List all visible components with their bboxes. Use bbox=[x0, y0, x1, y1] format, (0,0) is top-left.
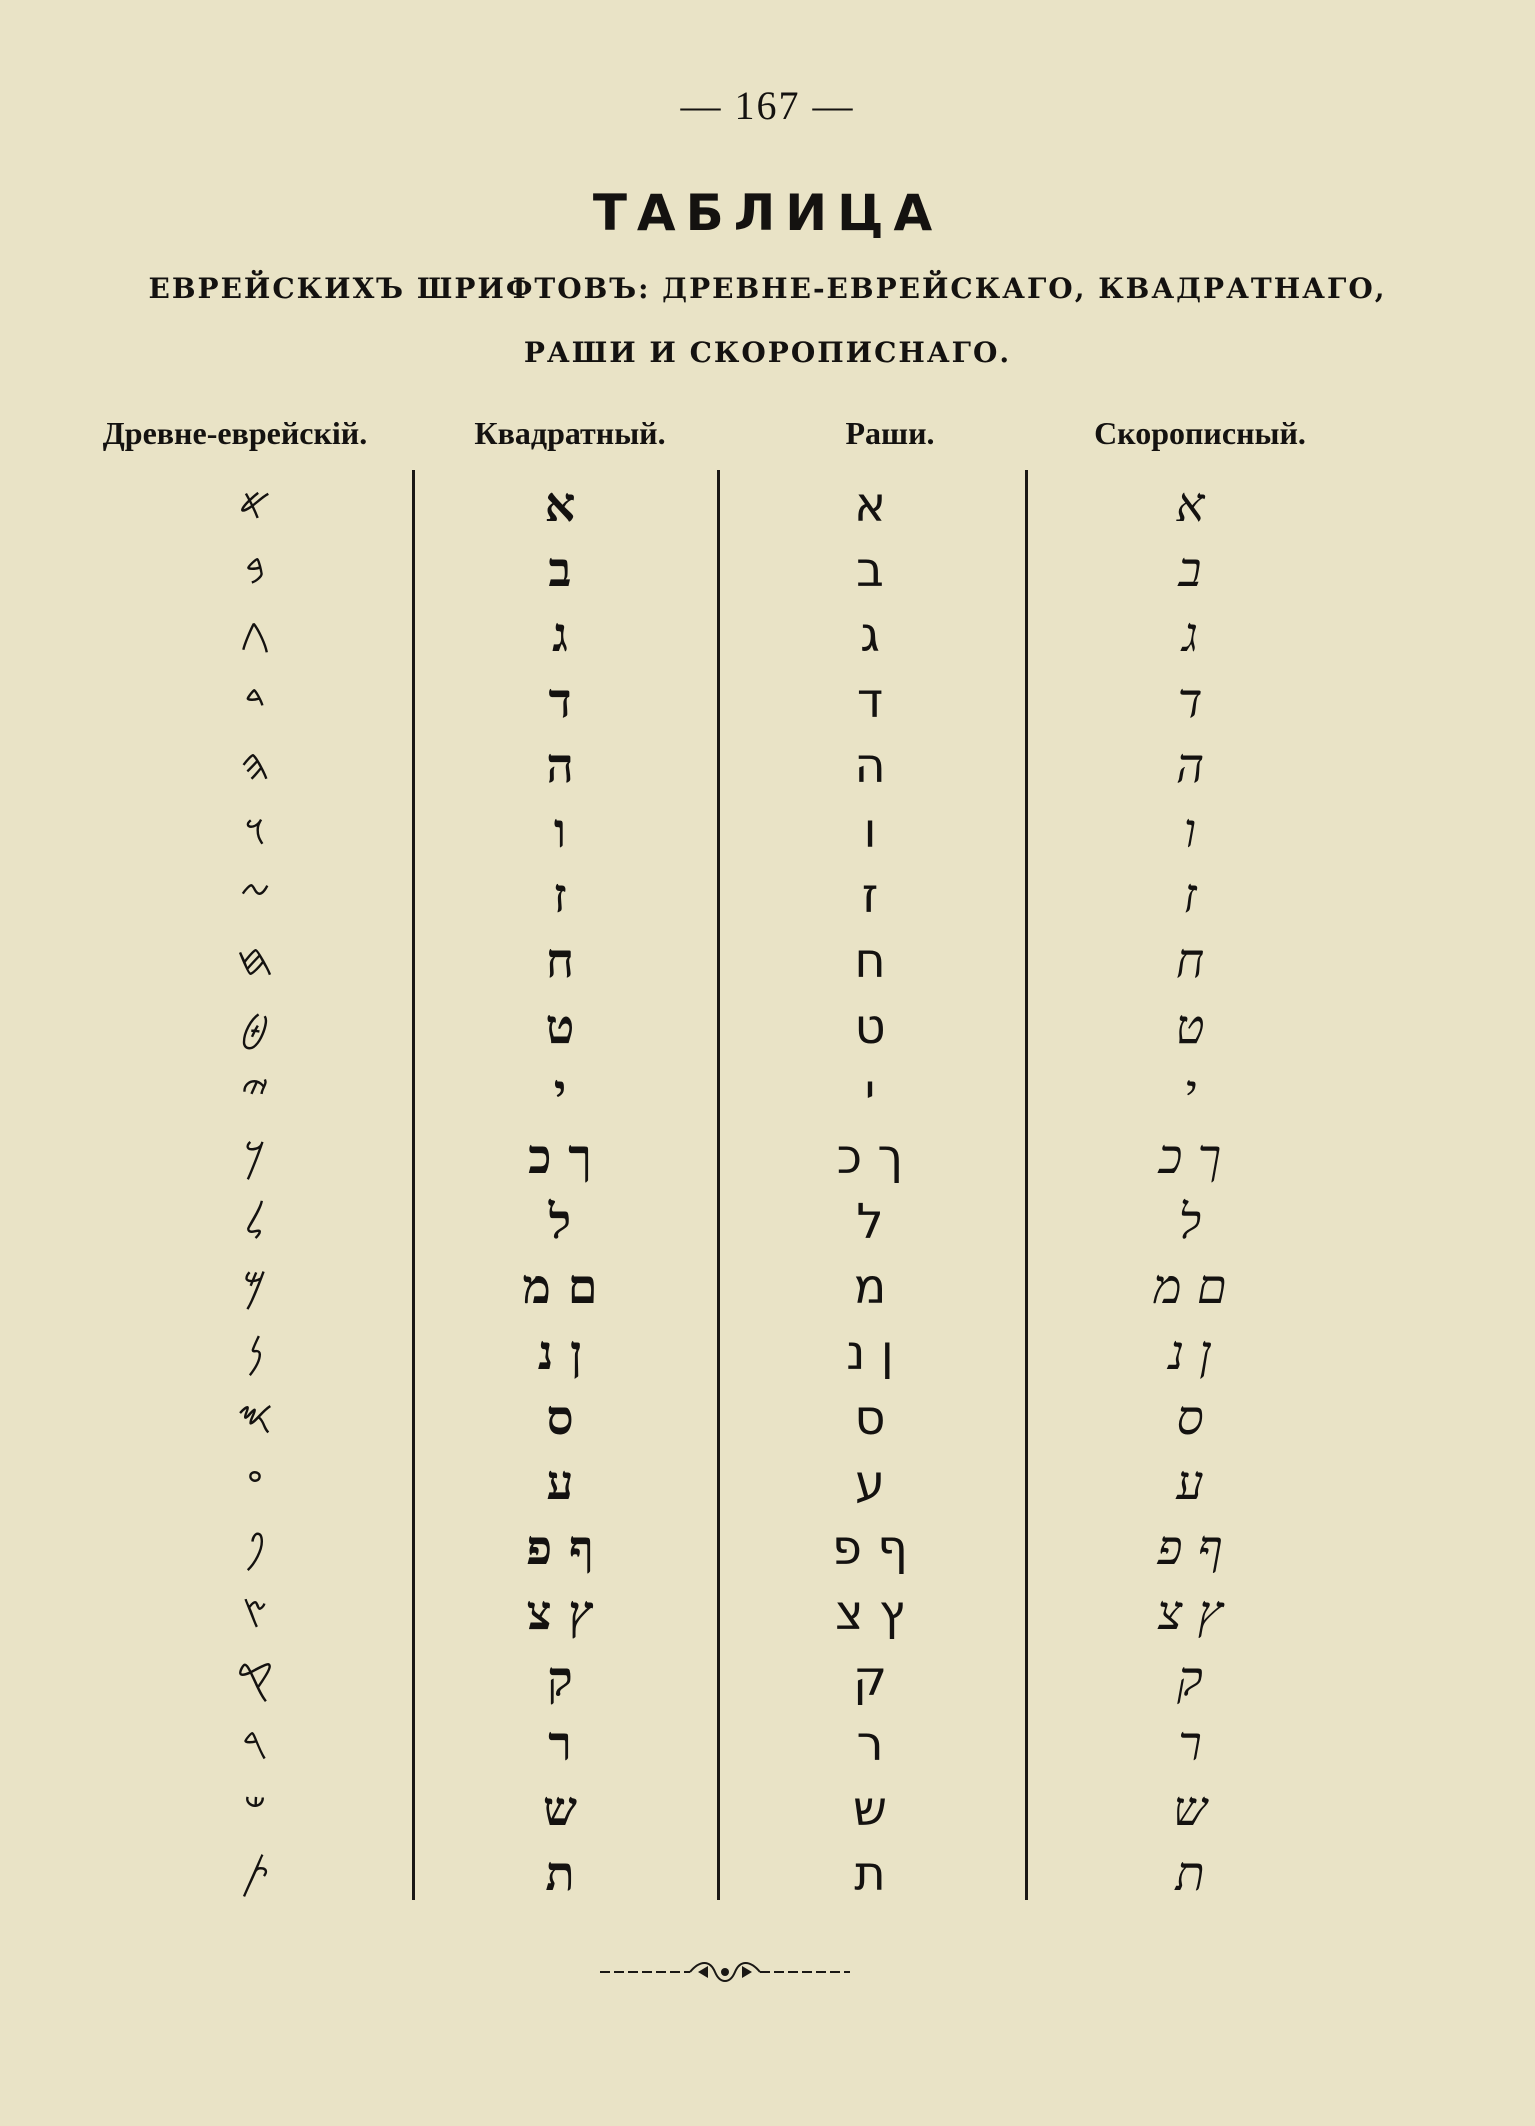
square-letter: ט bbox=[545, 999, 575, 1055]
square-letter: ג bbox=[552, 607, 568, 663]
square-letter: ו bbox=[553, 803, 567, 859]
cursive-letter: ז bbox=[1183, 868, 1197, 924]
rashi-letter: ש bbox=[852, 1781, 887, 1837]
rashi-letter: ג bbox=[860, 607, 880, 663]
paleo-letter: 𐤌 bbox=[242, 1261, 268, 1312]
paleo-letter: 𐤈 bbox=[240, 1001, 270, 1052]
cursive-letter: ס bbox=[1176, 1390, 1204, 1446]
cursive-letter: ק bbox=[1177, 1651, 1203, 1707]
rashi-letter: ע bbox=[854, 1455, 886, 1511]
rashi-letter: י bbox=[864, 1064, 876, 1120]
cursive-letter: ד bbox=[1177, 673, 1203, 729]
paleo-letter: 𐤔 bbox=[243, 1783, 267, 1834]
rashi-letter: ח bbox=[854, 933, 886, 989]
rashi-letter: ץ צ bbox=[835, 1585, 905, 1641]
rashi-letter: ת bbox=[854, 1846, 886, 1902]
cursive-letter: ג bbox=[1182, 607, 1198, 663]
rashi-letter: מ bbox=[853, 1259, 887, 1315]
paleo-letter: 𐤊 bbox=[244, 1131, 266, 1182]
cursive-letter: ע bbox=[1176, 1455, 1204, 1511]
paleo-letter: 𐤋 bbox=[244, 1196, 266, 1247]
cursive-letter: ב bbox=[1178, 542, 1202, 598]
square-letter: ב bbox=[548, 542, 572, 598]
cursive-letter: ו bbox=[1183, 803, 1197, 859]
rashi-letter: ף פ bbox=[832, 1520, 908, 1576]
rashi-letter: ס bbox=[854, 1390, 886, 1446]
paleo-letter: 𐤓 bbox=[241, 1718, 269, 1769]
rashi-letter: ן נ bbox=[846, 1325, 894, 1381]
column-header-paleo-hebrew: Древне-еврейскій. bbox=[102, 415, 368, 451]
square-letter: ס bbox=[546, 1390, 574, 1446]
column-header-square: Квадратный. bbox=[474, 415, 666, 451]
square-letter: ל bbox=[548, 1194, 572, 1250]
rashi-letter: א bbox=[853, 477, 887, 533]
column-header-cursive: Скорописный. bbox=[1094, 415, 1306, 451]
column-divider bbox=[1025, 470, 1028, 1900]
square-letter: ך כ bbox=[528, 1129, 592, 1185]
paleo-letter: 𐤍 bbox=[246, 1327, 264, 1378]
paleo-letter: 𐤉 bbox=[240, 1066, 270, 1117]
rashi-letter: ב bbox=[856, 542, 884, 598]
square-letter: ז bbox=[553, 868, 567, 924]
square-letter: ף פ bbox=[526, 1520, 594, 1576]
rashi-letter: ו bbox=[863, 803, 877, 859]
rashi-letter: ד bbox=[856, 673, 884, 729]
paleo-letter: 𐤒 bbox=[236, 1653, 274, 1704]
column-header-rashi: Раши. bbox=[845, 415, 935, 451]
paleo-letter: 𐤕 bbox=[240, 1848, 270, 1899]
square-letter: ם מ bbox=[522, 1259, 598, 1315]
ornament-divider bbox=[600, 1952, 850, 1992]
square-letter: ק bbox=[547, 1651, 573, 1707]
square-letter: א bbox=[544, 477, 576, 533]
cursive-letter: ן נ bbox=[1168, 1325, 1212, 1381]
subtitle-line-1: ЕВРЕЙСКИХЪ ШРИФТОВЪ: ДРЕВНЕ-ЕВРЕЙСКАГО, КВАДРАТНАГО, bbox=[148, 272, 1387, 305]
rashi-letter: ר bbox=[856, 1716, 884, 1772]
square-letter: ש bbox=[543, 1781, 577, 1837]
paleo-letter: 𐤀 bbox=[238, 479, 272, 530]
square-letter: ה bbox=[546, 738, 574, 794]
paleo-letter: 𐤄 bbox=[240, 740, 270, 791]
cursive-letter: ץ צ bbox=[1157, 1585, 1223, 1641]
cursive-letter: ח bbox=[1175, 933, 1205, 989]
paleo-letter: 𐤐 bbox=[244, 1522, 266, 1573]
paleo-letter: 𐤁 bbox=[244, 544, 266, 595]
cursive-letter: ף פ bbox=[1157, 1520, 1223, 1576]
rashi-letter: ך כ bbox=[836, 1129, 904, 1185]
paleo-letter: 𐤂 bbox=[239, 609, 271, 660]
cursive-letter: ש bbox=[1173, 1781, 1207, 1837]
rashi-letter: ט bbox=[854, 999, 886, 1055]
square-letter: י bbox=[553, 1064, 567, 1120]
paleo-letter: 𐤃 bbox=[244, 675, 266, 726]
page-number: — 167 — bbox=[680, 83, 855, 128]
paleo-letter: 𐤆 bbox=[239, 870, 271, 921]
paleo-letter: 𐤏 bbox=[246, 1457, 264, 1508]
square-letter: ן נ bbox=[537, 1325, 583, 1381]
column-divider bbox=[412, 470, 415, 1900]
rashi-letter: ק bbox=[852, 1651, 888, 1707]
cursive-letter: ם מ bbox=[1153, 1259, 1227, 1315]
cursive-letter: א bbox=[1175, 477, 1205, 533]
rashi-letter: ה bbox=[854, 738, 886, 794]
paleo-letter: 𐤇 bbox=[236, 935, 274, 986]
subtitle-line-2: РАШИ И СКОРОПИСНАГО. bbox=[523, 336, 1012, 369]
paleo-letter: 𐤎 bbox=[236, 1392, 274, 1443]
cursive-letter: ט bbox=[1175, 999, 1205, 1055]
square-letter: ח bbox=[545, 933, 575, 989]
paleo-letter: 𐤑 bbox=[242, 1587, 268, 1638]
square-letter: ת bbox=[545, 1846, 575, 1902]
cursive-letter: ר bbox=[1178, 1716, 1202, 1772]
square-letter: ע bbox=[546, 1455, 574, 1511]
column-divider bbox=[717, 470, 720, 1900]
cursive-letter: ל bbox=[1178, 1194, 1202, 1250]
cursive-letter: ה bbox=[1175, 738, 1205, 794]
square-letter: ר bbox=[548, 1716, 572, 1772]
square-letter: ץ צ bbox=[526, 1585, 594, 1641]
cursive-letter: י bbox=[1183, 1064, 1197, 1120]
cursive-letter: ך כ bbox=[1158, 1129, 1222, 1185]
page-title: ТАБЛИЦА bbox=[592, 184, 943, 242]
cursive-letter: ת bbox=[1175, 1846, 1205, 1902]
rashi-letter: ז bbox=[861, 868, 879, 924]
paleo-letter: 𐤅 bbox=[244, 805, 266, 856]
rashi-letter: ל bbox=[856, 1194, 884, 1250]
square-letter: ד bbox=[548, 673, 572, 729]
